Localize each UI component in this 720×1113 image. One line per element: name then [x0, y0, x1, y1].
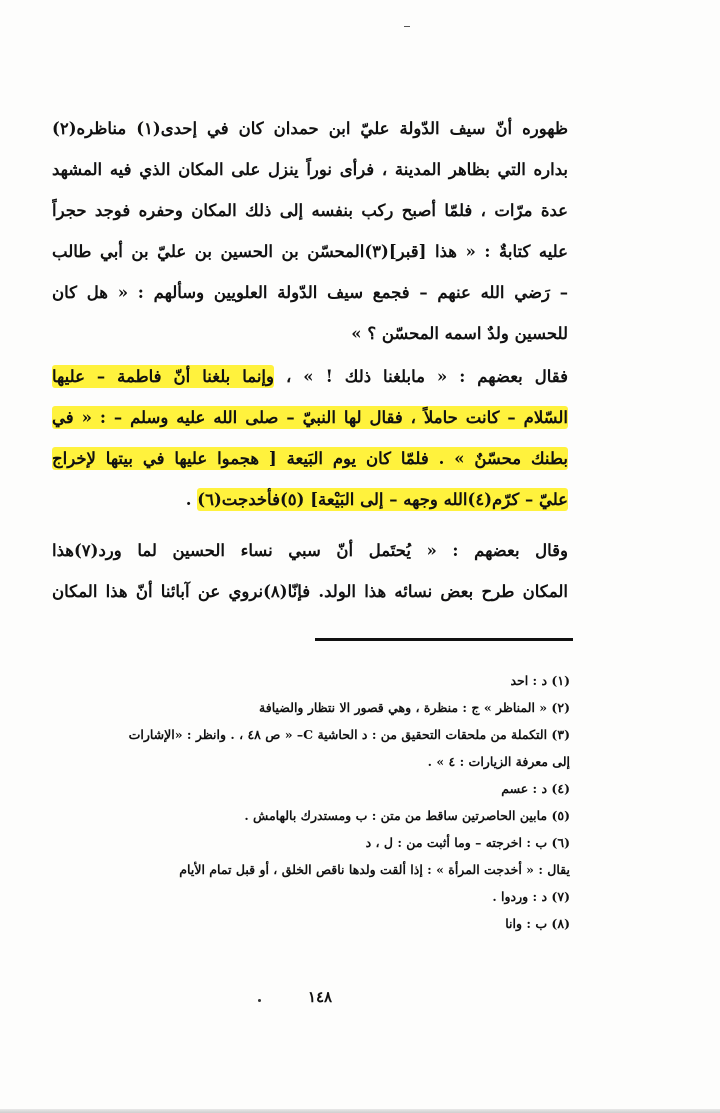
footnote: (٦) ب : اخرجته – وما أثبت من : ل ، د [365, 835, 570, 850]
highlighted-text: السّلام – كانت حاملاً ، فقال لها النبيّ – صلى الله عليه وسلم – : « في [52, 408, 568, 427]
paragraph-2-highlighted [52, 356, 568, 520]
text-line [52, 397, 568, 438]
footnote: إلى معرفة الزيارات : ٤ » . [427, 754, 570, 769]
page-number: ١٤٨ [307, 988, 333, 1006]
text-line: – رَضي الله عنهم – فجمع سيف الدّولة العلويين وسألهم : « هل كان [52, 283, 568, 302]
scan-speck [258, 999, 261, 1002]
text-line: ظهوره أنّ سيف الدّولة عليّ ابن حمدان كان في إحدى(١) مناظره(٢) [52, 119, 568, 138]
footnote: (٤) د : عسم [501, 781, 570, 796]
footnote: (٥) مابين الحاصرتين ساقط من متن : ب ومستدرك بالهامش . [244, 808, 570, 823]
text-line [52, 356, 568, 397]
text-line: وقال بعضهم : « يُحتَمل أنّ سبي نساء الحسين لما ورد(٧)هذا [52, 541, 568, 560]
footnote: (١) د : احد [510, 673, 570, 688]
text-line: بداره التي بظاهر المدينة ، فرأى نوراً ينزل على المكان الذي فيه المشهد [52, 160, 568, 179]
plain-text: . [185, 490, 198, 509]
highlighted-text: عليّ – كرّم(٤)الله وجهه – إلى البَيْعة] (٥)فأخدجت(٦) [197, 490, 568, 509]
text-line [52, 438, 568, 479]
paragraph-3 [52, 530, 568, 612]
scan-mark [404, 26, 410, 27]
text-line [52, 479, 568, 520]
plain-text: فقال بعضهم : « مابلغنا ذلك ! » ، [273, 367, 568, 386]
footnote: (٨) ب : وانا [505, 916, 570, 931]
text-line: عليه كتابةٌ : « هذا [قبر](٣)المحسّن بن الحسين بن عليّ بن أبي طالب [52, 242, 568, 261]
footnote: (٧) د : وردوا . [492, 889, 570, 904]
text-line: المكان طرح بعض نسائه هذا الولد. فإنّا(٨)نروي عن آبائنا أنّ هذا المكان [52, 582, 568, 601]
highlighted-text: بطنك محسّنٌ » . فلمّا كان يوم البَيعة [ هجموا عليها في بيتها لإخراج [52, 449, 568, 468]
footnote: يقال : « أخدجت المرأة » : إذا ألقت ولدها ناقص الخلق ، أو قبل تمام الأيام [179, 862, 570, 877]
footnote: (٣) التكملة من ملحقات التحقيق من : د الحاشية C– « ص ٤٨ ، . وانظر : «الإشارات [128, 727, 570, 742]
page-edge [0, 1109, 720, 1113]
highlighted-text: وإنما بلغنا أنّ فاطمة – عليها [52, 367, 274, 386]
footnote: (٢) « المناظر » ج : منظرة ، وهي قصور الا نتظار والضيافة [259, 700, 570, 715]
footnote-separator [315, 638, 573, 641]
text-line: للحسين ولدٌ اسمه المحسّن ؟ » [351, 324, 568, 343]
paragraph-1 [52, 108, 568, 354]
footnotes [130, 667, 570, 937]
text-line: عدة مرّات ، فلمّا أصبح ركب بنفسه إلى ذلك المكان وحفره فوجد حجراً [52, 201, 568, 220]
